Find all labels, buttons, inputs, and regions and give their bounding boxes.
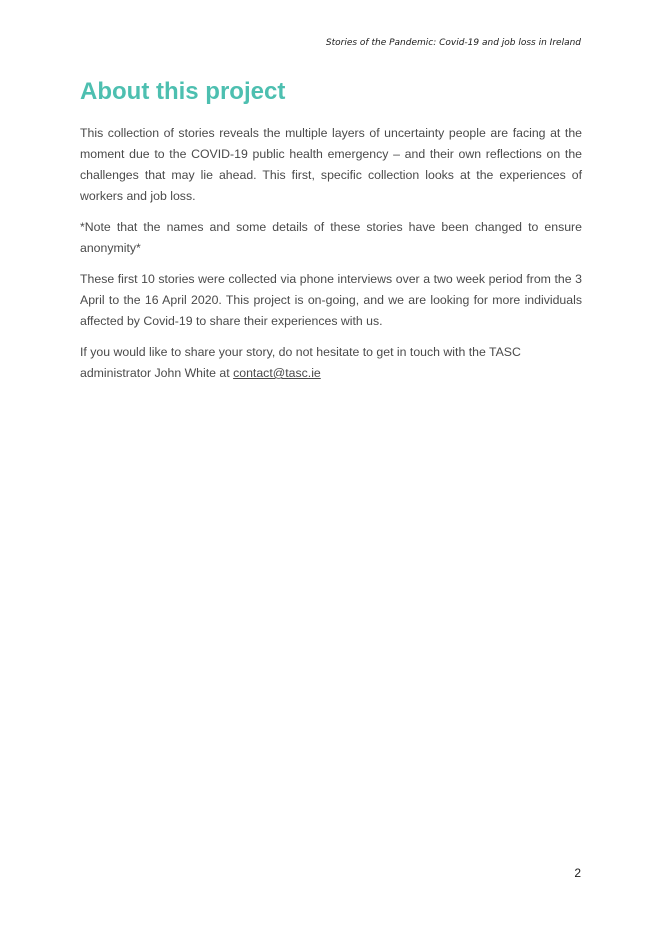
- contact-text: If you would like to share your story, do not hesitate to get in touch with the TASC administrator John White at: [80, 345, 521, 380]
- contact-email-link[interactable]: contact@tasc.ie: [233, 366, 321, 380]
- anonymity-note: *Note that the names and some details of these stories have been changed to ensure anonymity*: [80, 220, 582, 255]
- intro-paragraph: This collection of stories reveals the multiple layers of uncertainty people are facing at the moment due to the COVID-19 public health emergency – and their own reflections on the challenges that may lie ahead. This first, specific collection looks at the experiences of workers and job loss.: [80, 126, 582, 203]
- contact-paragraph: [80, 342, 582, 384]
- running-header: Stories of the Pandemic: Covid-19 and job loss in Ireland: [325, 38, 581, 48]
- section-title: About this project: [80, 78, 286, 105]
- page-number: 2: [574, 866, 581, 880]
- collection-paragraph: These first 10 stories were collected via phone interviews over a two week period from the 3 April to the 16 April 2020. This project is on-going, and we are looking for more individuals affected by Covid-19 to share their experiences with us.: [80, 272, 582, 328]
- main-content: [80, 76, 582, 394]
